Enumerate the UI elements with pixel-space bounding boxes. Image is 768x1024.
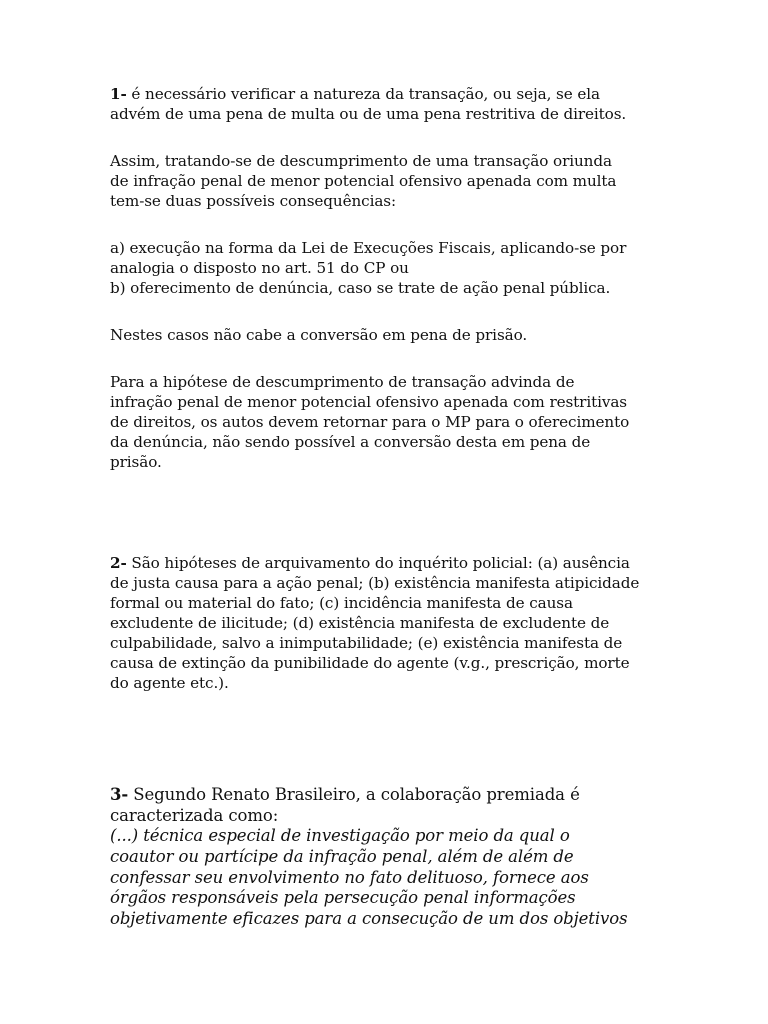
q1-p3-line-3: b) oferecimento de denúncia, caso se trate de ação penal pública. [110,279,611,297]
q1-p5-line-5: prisão. [110,453,162,471]
q1-p5-line-2: infração penal de menor potencial ofensivo apenada com restritivas [110,393,627,411]
q3-quote-line-3: confessar seu envolvimento no fato delituoso, fornece aos [110,867,589,887]
q3-intro [110,785,665,826]
q2-line-1-text: São hipóteses de arquivamento do inquérito policial: (a) ausência [126,554,630,572]
q1-p5-line-4: da denúncia, não sendo possível a conversão desta em pena de [110,433,591,451]
q1-paragraph-3 [110,238,665,298]
section-spacer [110,693,665,785]
q2-line-3: formal ou material do fato; (c) incidência manifesta de causa [110,594,573,612]
q2-line-5: culpabilidade, salvo a inimputabilidade; (e) existência manifesta de [110,634,623,652]
q1-p2-line-1: Assim, tratando-se de descumprimento de uma transação oriunda [110,152,612,170]
q1-number: 1- [110,85,127,103]
q1-p4-line-1: Nestes casos não cabe a conversão em pena de prisão. [110,326,528,344]
q2-paragraph [110,553,665,693]
q3-quote-line-2: coautor ou partícipe da infração penal, além de além de [110,846,574,866]
q2-line-7: do agente etc.). [110,674,229,692]
document-page [110,84,665,930]
q1-p3-line-1: a) execução na forma da Lei de Execuções Fiscais, aplicando-se por [110,239,627,257]
q3-quote-line-1: (...) técnica especial de investigação por meio da qual o [110,826,570,845]
q3-line-2: caracterizada como: [110,805,279,825]
q1-p3-line-2: analogia o disposto no art. 51 do CP ou [110,259,409,277]
q2-line-4: excludente de ilicitude; (d) existência manifesta de excludente de [110,614,610,632]
q1-paragraph-5 [110,372,665,472]
q1-p5-line-1: Para a hipótese de descumprimento de transação advinda de [110,373,575,391]
q3-quote-line-4: órgãos responsáveis pela persecução penal informações [110,888,576,908]
q2-line-2: de justa causa para a ação penal; (b) existência manifesta atipicidade [110,574,640,592]
q3-line-1-text: Segundo Renato Brasileiro, a colaboração premiada é [128,785,580,804]
q1-line-1-text: é necessário verificar a natureza da transação, ou seja, se ela [126,85,600,103]
q1-p5-line-3: de direitos, os autos devem retornar para o MP para o oferecimento [110,413,630,431]
q3-quote-line-5: objetivamente eficazes para a consecução de um dos objetivos [110,909,628,929]
q1-paragraph-2 [110,151,665,211]
q1-paragraph-4 [110,325,665,345]
q3-line-1 [110,785,665,806]
q1-p2-line-2: de infração penal de menor potencial ofensivo apenada com multa [110,172,617,190]
q3-number: 3- [110,785,129,804]
q1-line-1 [110,84,665,104]
section-spacer [110,472,665,553]
q2-number: 2- [110,554,127,572]
q1-line-2: advém de uma pena de multa ou de uma pena restritiva de direitos. [110,105,627,123]
q1-p2-line-3: tem-se duas possíveis consequências: [110,192,396,210]
q2-line-1 [110,553,665,573]
q3-quote [110,826,665,930]
q1-paragraph-1 [110,84,665,124]
q2-line-6: causa de extinção da punibilidade do agente (v.g., prescrição, morte [110,654,630,672]
